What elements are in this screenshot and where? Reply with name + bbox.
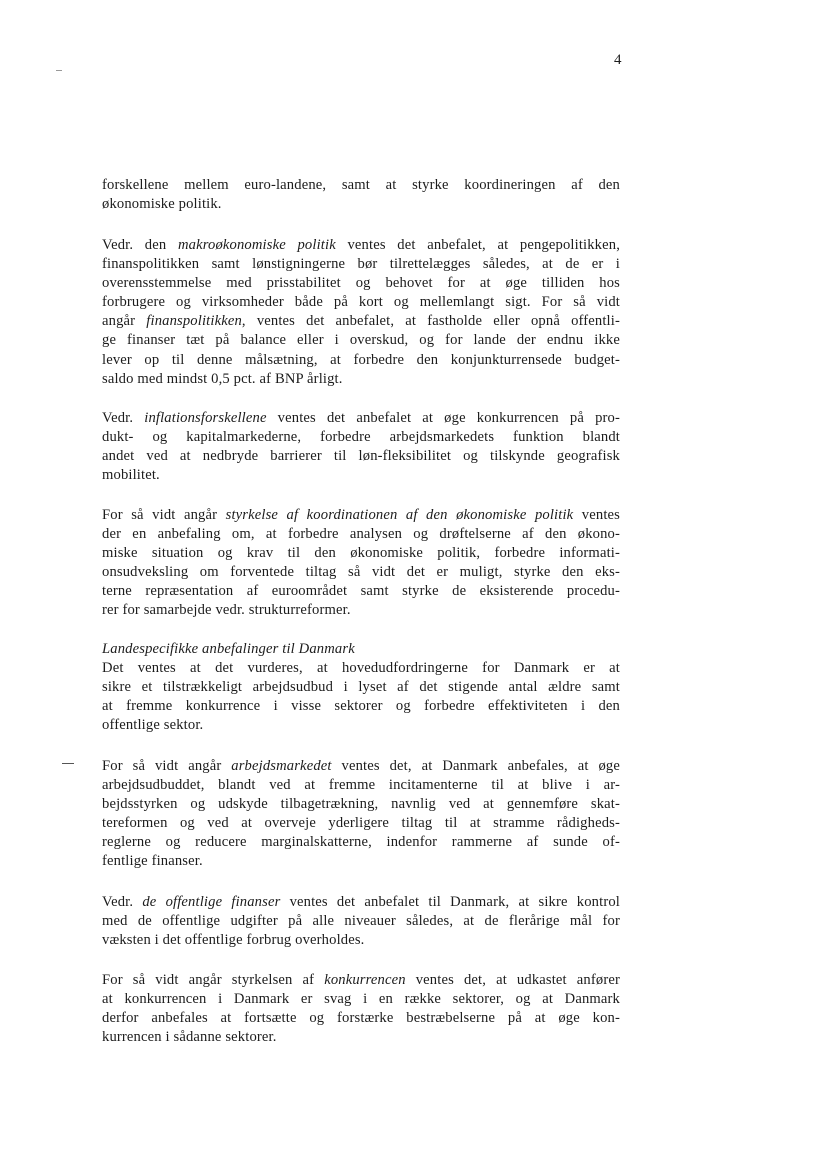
text-line: finanspolitikken samt lønstigningerne bør tilrettelægges således, at de er i xyxy=(102,256,620,273)
text-line: andet ved at nedbryde barrierer til løn-fleksibilitet og tilskynde geografisk xyxy=(102,448,620,465)
paragraph-p5 xyxy=(102,640,620,735)
text-line: der en anbefaling om, at forbedre analysen og drøftelserne af den økono- xyxy=(102,526,620,543)
text-line xyxy=(102,757,620,776)
text-line: forskellene mellem euro-landene, samt at styrke koordineringen af den xyxy=(102,177,620,193)
emphasis-text: de offentlige finanser xyxy=(142,894,281,910)
text-run: Vedr. xyxy=(102,410,145,426)
text-line: miske situation og krav til den økonomiske politik, forbedre informati- xyxy=(102,545,620,562)
paragraph-p6 xyxy=(102,757,620,872)
text-line: fentlige finanser. xyxy=(102,853,203,870)
text-run: For så vidt angår styrkelsen af xyxy=(102,972,325,988)
text-line: offentlige sektor. xyxy=(102,717,204,734)
text-line xyxy=(102,506,620,525)
text-run: For så vidt angår xyxy=(102,758,232,774)
paragraph-p8 xyxy=(102,971,620,1047)
paragraph-p4 xyxy=(102,506,620,621)
text-line: mobilitet. xyxy=(102,467,160,484)
text-line: Det ventes at det vurderes, at hovedudfordringerne for Danmark er at xyxy=(102,660,620,677)
text-run: angår xyxy=(102,313,147,330)
paragraph-p2 xyxy=(102,236,620,389)
scan-mark xyxy=(62,763,74,764)
text-line: dukt- og kapitalmarkederne, forbedre arbejdsmarkedets funktion blandt xyxy=(102,429,620,446)
text-line: bejdsstyrken og udskyde tilbagetrækning, navnlig ved at gennemføre skat- xyxy=(102,796,620,813)
emphasis-text: arbejdsmarkedet xyxy=(231,758,332,774)
text-line: terne repræsentation af euroområdet samt styrke de eksisterende procedu- xyxy=(102,583,620,600)
emphasis-text: konkurrencen xyxy=(324,972,406,988)
text-run: ventes det anbefalet at øge konkurrencen på pro- xyxy=(266,410,620,426)
text-run: ventes det anbefalet, at pengepolitikken, xyxy=(335,237,620,253)
scan-mark xyxy=(56,70,62,71)
text-run: Vedr. den xyxy=(102,237,178,253)
text-line: sikre et tilstrækkeligt arbejdsudbud i lyset af det stigende antal ældre samt xyxy=(102,679,620,696)
text-run: For så vidt angår xyxy=(102,507,226,523)
section-heading: Landespecifikke anbefalinger til Danmark xyxy=(102,641,355,657)
text-run: , ventes det anbefalet, at fastholde eller opnå offentli- xyxy=(241,313,620,330)
text-run: ventes xyxy=(573,507,620,523)
text-line: onsudveksling om forventede tiltag så vidt det er muligt, styrke den eks- xyxy=(102,564,620,581)
text-run: Vedr. xyxy=(102,894,143,910)
emphasis-text: inflationsforskellene xyxy=(144,410,267,426)
text-line xyxy=(102,409,620,428)
text-line: at fremme konkurrence i visse sektorer og forbedre effektiviteten i den xyxy=(102,698,620,715)
text-line: rer for samarbejde vedr. strukturreformer. xyxy=(102,602,351,619)
text-line: saldo med mindst 0,5 pct. af BNP årligt. xyxy=(102,370,343,387)
emphasis-text: finanspolitikken xyxy=(146,313,242,330)
page-number: 4 xyxy=(614,52,622,68)
text-line xyxy=(102,312,620,331)
text-line xyxy=(102,893,620,912)
paragraph-p3 xyxy=(102,409,620,485)
text-line: økonomiske politik. xyxy=(102,196,222,213)
text-line xyxy=(102,971,620,990)
text-line: forbrugere og virksomheder både på kort og mellemlangt sigt. For så vidt xyxy=(102,294,620,311)
text-line: ge finanser tæt på balance eller i overskud, og for lande der endnu ikke xyxy=(102,332,620,349)
text-line: at konkurrencen i Danmark er svag i en række sektorer, og at Danmark xyxy=(102,991,620,1008)
paragraph-p7 xyxy=(102,893,620,950)
emphasis-text: makroøkonomiske politik xyxy=(177,237,336,253)
text-line: reglerne og reducere marginalskatterne, indenfor rammerne af sunde of- xyxy=(102,834,620,851)
text-line: lever op til denne målsætning, at forbedre den konjunkturrensede budget- xyxy=(102,351,620,368)
text-line: derfor anbefales at fortsætte og forstærke bestræbelserne på at øge kon- xyxy=(102,1010,620,1027)
emphasis-text: styrkelse af koordinationen af den økonomiske politik xyxy=(225,507,574,523)
text-line: tereformen og ved at overveje yderligere tiltag til at stramme rådigheds- xyxy=(102,815,620,832)
text-line: arbejdsudbuddet, blandt ved at fremme incitamenterne til at blive i ar- xyxy=(102,777,620,794)
text-line: overensstemmelse med prisstabilitet og behovet for at øge tilliden hos xyxy=(102,275,620,292)
text-line: væksten i det offentlige forbrug overholdes. xyxy=(102,932,365,949)
text-line xyxy=(102,236,620,255)
text-run: ventes det, at udkastet anfører xyxy=(405,972,620,988)
paragraph-p1 xyxy=(102,176,620,214)
text-run: ventes det anbefalet til Danmark, at sikre kontrol xyxy=(280,894,620,910)
text-line: kurrencen i sådanne sektorer. xyxy=(102,1029,277,1046)
text-line: med de offentlige udgifter på alle niveauer således, at de flerårige mål for xyxy=(102,913,620,930)
text-run: ventes det, at Danmark anbefales, at øge xyxy=(331,758,620,774)
